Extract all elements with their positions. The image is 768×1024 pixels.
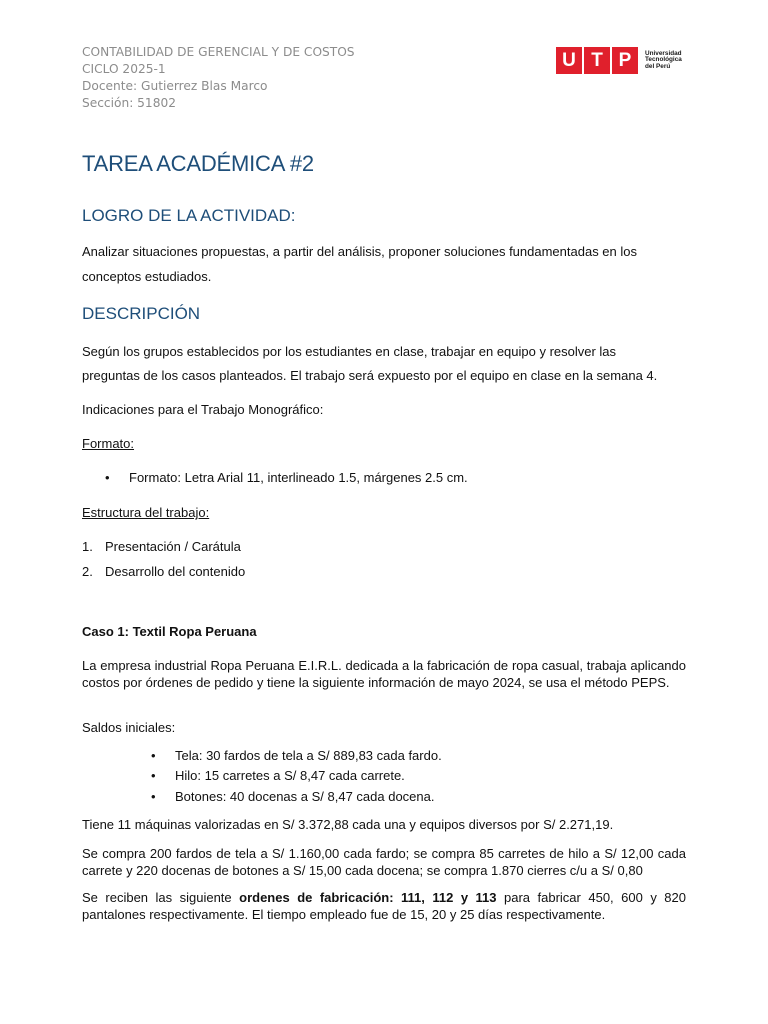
caso1-intro: La empresa industrial Ropa Peruana E.I.R.L. dedicada a la fabricación de ropa casual, trabaja aplicando costos por órdenes de pedido y tiene la siguiente información de mayo 2024, se usa el método PEPS. — [82, 658, 686, 690]
estructura-item: 2. Desarrollo del contenido — [82, 564, 246, 579]
saldo-item: • Tela: 30 fardos de tela a S/ 889,83 cada fardo. — [151, 748, 442, 763]
logro-heading: LOGRO DE LA ACTIVIDAD: — [82, 206, 296, 225]
maquinas-text: Tiene 11 máquinas valorizadas en S/ 3.372,88 cada una y equipos diversos por S/ 2.271,19. — [82, 817, 614, 832]
descripcion-heading: DESCRIPCIÓN — [82, 304, 201, 323]
saldos-label: Saldos iniciales: — [82, 720, 176, 735]
cycle: CICLO 2025-1 — [82, 62, 166, 76]
caso1-title: Caso 1: Textil Ropa Peruana — [82, 624, 257, 639]
saldo-item: • Hilo: 15 carretes a S/ 8,47 cada carrete. — [151, 768, 405, 783]
logo-letter-t: T — [584, 47, 610, 74]
descripcion-text-2: preguntas de los casos planteados. El trabajo será expuesto por el equipo en clase en la semana 4. — [82, 368, 658, 383]
descripcion-text-1: Según los grupos establecidos por los estudiantes en clase, trabajar en equipo y resolver las — [82, 344, 617, 359]
teacher: Docente: Gutierrez Blas Marco — [82, 79, 268, 93]
logro-text-2: conceptos estudiados. — [82, 269, 212, 284]
ordenes-text: Se reciben las siguiente ordenes de fabricación: 111, 112 y 113 para fabricar 450, 600 y 820 pantalones respectivamente. El tiempo empleado fue de 15, 20 y 25 días respectivamente. — [82, 890, 686, 922]
formato-label: Formato: — [82, 436, 135, 451]
indicaciones-text: Indicaciones para el Trabajo Monográfico: — [82, 402, 324, 417]
bullet-icon: • — [151, 789, 156, 804]
bullet-icon: • — [105, 470, 110, 485]
compras-text: Se compra 200 fardos de tela a S/ 1.160,00 cada fardo; se compra 85 carretes de hilo a S/ 12,00 cada carrete y 220 docenas de botones a S/ 15,00 cada docena; se compra 1.870 cierres c/u a S/ 0,80 — [82, 846, 686, 878]
page-title: TAREA ACADÉMICA #2 — [82, 151, 314, 176]
logo-university-name: Universidad Tecnológica del Perú — [645, 49, 682, 70]
section: Sección: 51802 — [82, 96, 176, 110]
bullet-icon: • — [151, 768, 156, 783]
saldo-item: • Botones: 40 docenas a S/ 8,47 cada docena. — [151, 789, 435, 804]
utp-logo — [556, 47, 682, 74]
estructura-label: Estructura del trabajo: — [82, 505, 210, 520]
logo-letter-p: P — [612, 47, 638, 74]
bullet-icon: • — [151, 748, 156, 763]
estructura-item: 1. Presentación / Carátula — [82, 539, 241, 554]
logo-letter-u: U — [556, 47, 582, 74]
document-header — [82, 44, 355, 112]
formato-item: • Formato: Letra Arial 11, interlineado 1.5, márgenes 2.5 cm. — [105, 470, 468, 485]
logro-text-1: Analizar situaciones propuestas, a partir del análisis, proponer soluciones fundamentadas en los — [82, 244, 637, 259]
course-name: CONTABILIDAD DE GERENCIAL Y DE COSTOS — [82, 45, 355, 59]
